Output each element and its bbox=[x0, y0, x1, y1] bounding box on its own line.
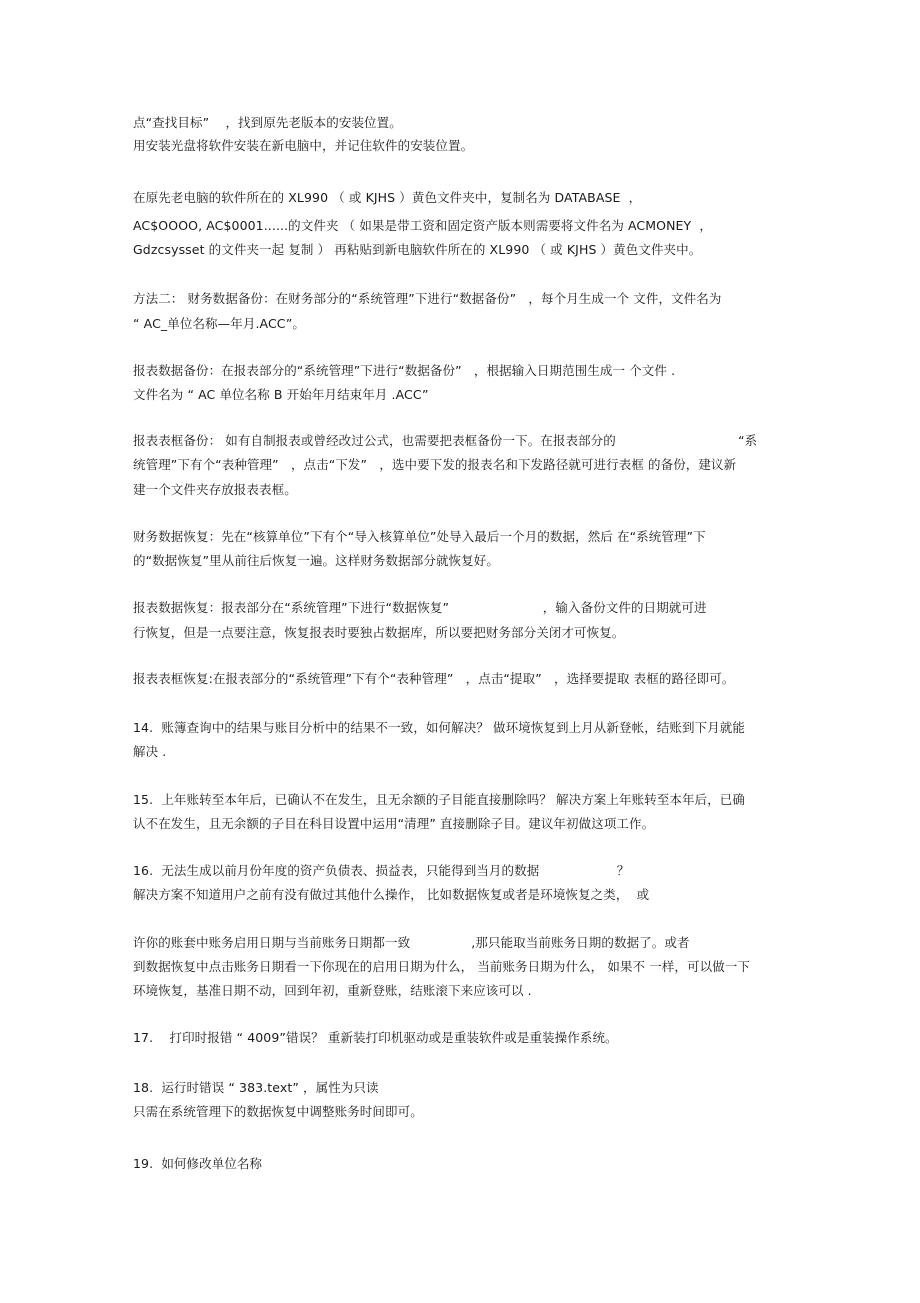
text-line: 报表表框备份： 如有自制报表或曾经改过公式，也需要把表框备份一下。在报表部分的 “系 bbox=[133, 433, 758, 448]
text-line: 17. 打印时报错 “ 4009”错误？ 重新装打印机驱动或是重装软件或是重装操作系统。 bbox=[133, 1030, 618, 1045]
text-line: 解决方案不知道用户之前有没有做过其他什么操作， 比如数据恢复或者是环境恢复之类， 或 bbox=[133, 887, 650, 902]
text-line: 报表数据备份：在报表部分的“系统管理”下进行“数据备份” ，根据输入日期范围生成一 个文件 . bbox=[133, 363, 676, 378]
text-line: 18. 运行时错误 “ 383.text” ，属性为只读 bbox=[133, 1080, 379, 1095]
text-line: 文件名为 “ AC 单位名称 B 开始年月结束年月 .ACC” bbox=[133, 387, 429, 402]
text-line: 环境恢复，基准日期不动，回到年初，重新登账，结账滚下来应该可以 . bbox=[133, 983, 532, 998]
text-line: 19. 如何修改单位名称 bbox=[133, 1156, 263, 1171]
text-line: 到数据恢复中点击账务日期看一下你现在的启用日期为什么， 当前账务日期为什么， 如果不 一样，可以做一下 bbox=[133, 959, 751, 974]
text-line: 认不在发生，且无余额的子目在科目设置中运用“清理” 直接删除子目。建议年初做这项工作。 bbox=[133, 816, 655, 831]
text-line: 统管理”下有个“表种管理” ，点击“下发” ，选中要下发的报表名和下发路径就可进行表框 的备份，建议新 bbox=[133, 457, 737, 472]
text-line: 点“查找目标” ，找到原先老版本的安装位置。 bbox=[133, 115, 402, 130]
text-line: 方法二： 财务数据备份：在财务部分的“系统管理”下进行“数据备份” ，每个月生成一个 文件，文件名为 bbox=[133, 291, 722, 306]
text-line: “ AC_单位名称—年月.ACC”。 bbox=[133, 316, 306, 331]
text-line: 建一个文件夹存放报表表框。 bbox=[133, 482, 297, 497]
text-line: 14. 账簿查询中的结果与账目分析中的结果不一致，如何解决？ 做环境恢复到上月从新登帐，结账到下月就能 bbox=[133, 720, 746, 735]
text-line: 报表数据恢复：报表部分在“系统管理”下进行“数据恢复” ，输入备份文件的日期就可进 bbox=[133, 600, 707, 615]
text-line: AC$OOOO, AC$0001......的文件夹 （ 如果是带工资和固定资产版本则需要将文件名为 ACMONEY ， bbox=[133, 218, 713, 233]
text-line: 许你的账套中账务启用日期与当前账务日期都一致 ,那只能取当前账务日期的数据了。或者 bbox=[133, 935, 690, 950]
text-line: 财务数据恢复：先在“核算单位”下有个“导入核算单位”处导入最后一个月的数据，然后 在“系统管理”下 bbox=[133, 529, 706, 544]
text-line: 在原先老电脑的软件所在的 XL990 （ 或 KJHS ）黄色文件夹中，复制名为 DATABASE ， bbox=[133, 190, 642, 205]
text-line: 行恢复，但是一点要注意，恢复报表时要独占数据库，所以要把财务部分关闭才可恢复。 bbox=[133, 625, 625, 640]
text-line: 的“数据恢复”里从前往后恢复一遍。这样财务数据部分就恢复好。 bbox=[133, 553, 499, 568]
text-line: 16. 无法生成以前月份年度的资产负债表、损益表，只能得到当月的数据 ？ bbox=[133, 863, 630, 878]
text-line: 只需在系统管理下的数据恢复中调整账务时间即可。 bbox=[133, 1104, 423, 1119]
text-line: Gdzcsysset 的文件夹一起 复制 ） 再粘贴到新电脑软件所在的 XL990 （ 或 KJHS ）黄色文件夹中。 bbox=[133, 242, 702, 257]
text-line: 15. 上年账转至本年后，已确认不在发生，且无余额的子目能直接删除吗？ 解决方案上年账转至本年后，已确 bbox=[133, 792, 746, 807]
text-line: 报表表框恢复:在报表部分的“系统管理”下有个“表种管理” ，点击“提取” ，选择要提取 表框的路径即可。 bbox=[133, 671, 735, 686]
text-line: 解决 . bbox=[133, 744, 167, 759]
text-line: 用安装光盘将软件安装在新电脑中，并记住软件的安装位置。 bbox=[133, 138, 474, 153]
